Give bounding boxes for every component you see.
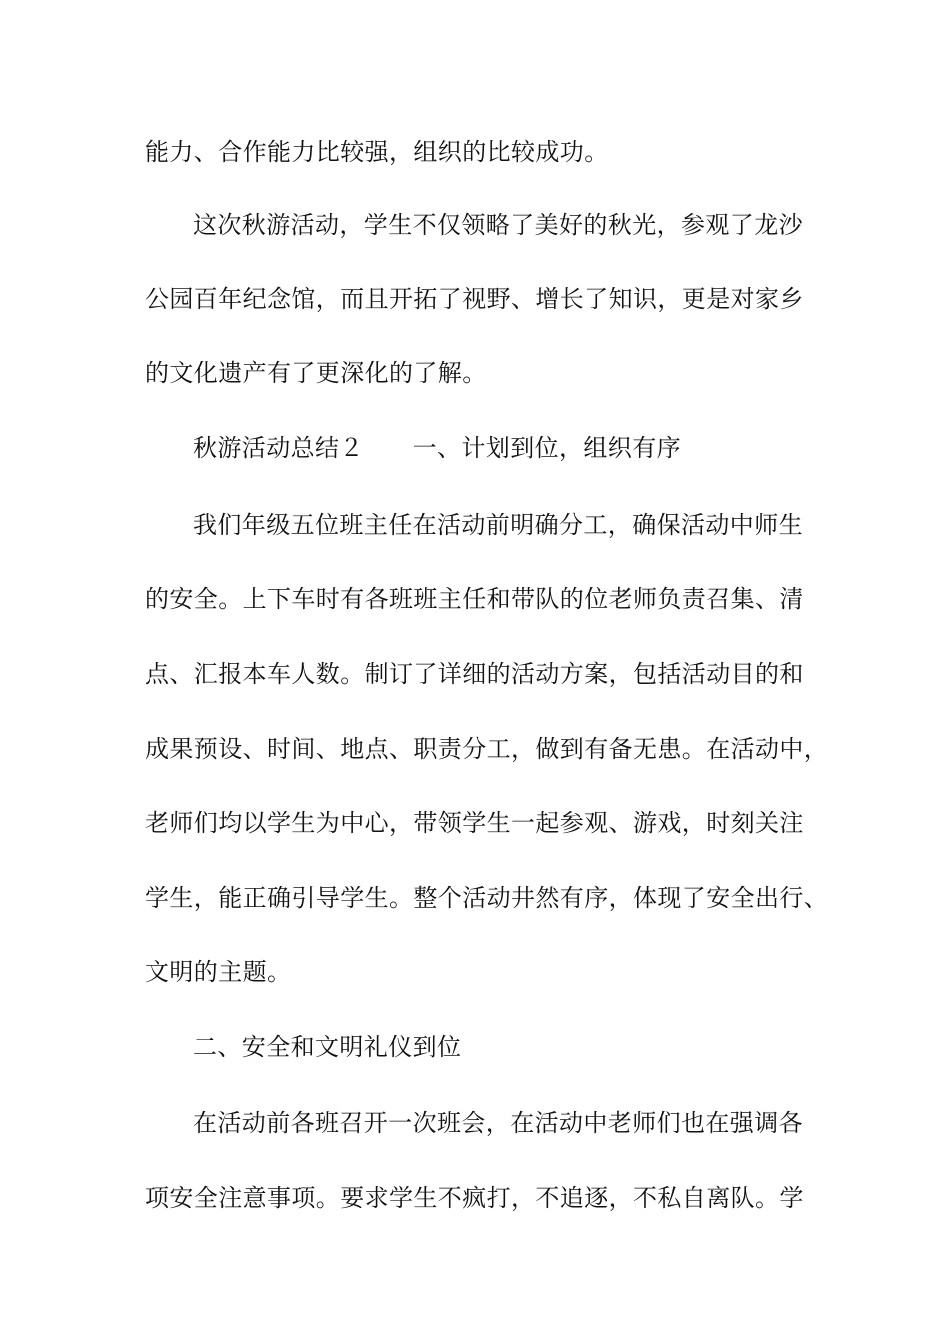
text-line-15: 项安全注意事项。要求学生不疯打，不追逐，不私自离队。学 (145, 1184, 804, 1212)
text-line-9: 成果预设、时间、地点、职责分工，做到有备无患。在活动中， (145, 735, 829, 763)
text-line-3: 公园百年纪念馆，而且开拓了视野、增长了知识，更是对家乡 (145, 285, 804, 313)
text-line-4: 的文化遗产有了更深化的了解。 (145, 359, 487, 387)
text-line-10: 老师们均以学生为中心，带领学生一起参观、游戏，时刻关注 (145, 809, 804, 837)
text-line-8: 点、汇报本车人数。制订了详细的活动方案，包括活动目的和 (145, 660, 804, 688)
text-line-2: 这次秋游活动，学生不仅领略了美好的秋光，参观了龙沙 (193, 211, 803, 239)
text-line-11: 学生，能正确引导学生。整个活动井然有序，体现了安全出行、 (145, 884, 829, 912)
text-line-7: 的安全。上下车时有各班班主任和带队的位老师负责召集、清 (145, 585, 804, 613)
text-line-12: 文明的主题。 (145, 958, 292, 986)
text-line-13: 二、安全和文明礼仪到位 (193, 1033, 462, 1061)
text-line-14: 在活动前各班召开一次班会，在活动中老师们也在强调各 (193, 1109, 803, 1137)
text-line-1: 能力、合作能力比较强，组织的比较成功。 (145, 138, 609, 166)
text-line-6: 我们年级五位班主任在活动前明确分工，确保活动中师生 (193, 511, 803, 539)
text-line-5: 秋游活动总结２ 一、计划到位，组织有序 (193, 434, 681, 462)
